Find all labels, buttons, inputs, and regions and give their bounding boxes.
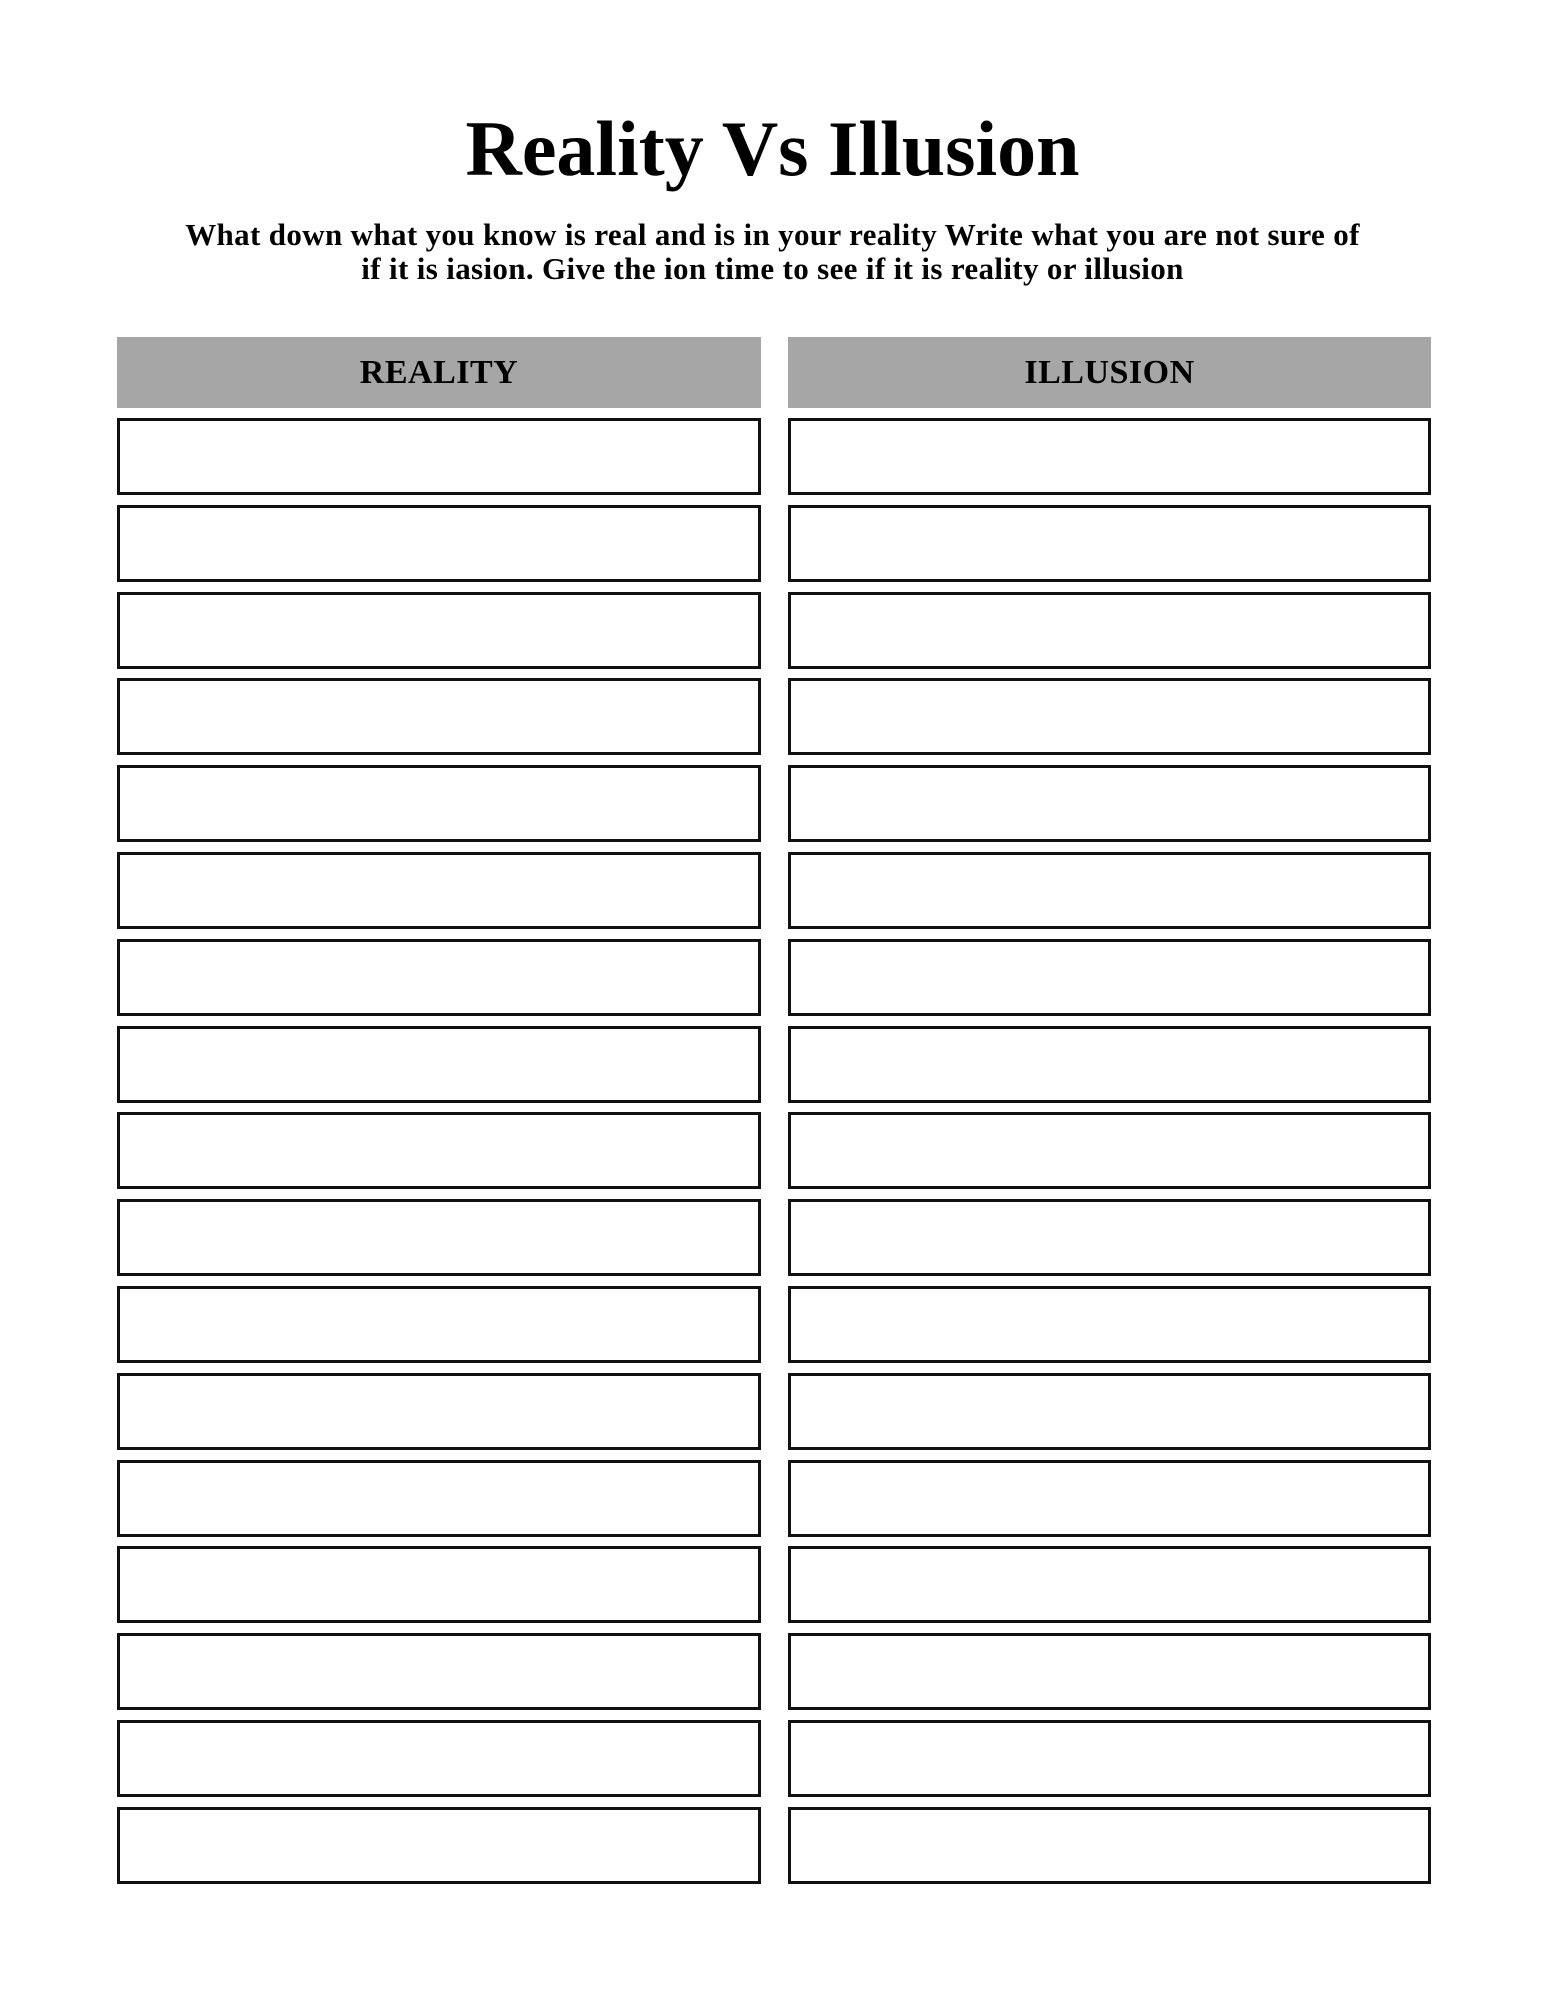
reality-entry-input-10[interactable]: [120, 1202, 758, 1273]
illusion-entry-input-9[interactable]: [791, 1115, 1428, 1186]
reality-entry-input-5[interactable]: [120, 768, 758, 839]
illusion-entry-box[interactable]: [788, 1460, 1431, 1537]
illusion-entry-box[interactable]: [788, 1720, 1431, 1797]
reality-entry-input-4[interactable]: [120, 681, 758, 752]
illusion-entry-box[interactable]: [788, 592, 1431, 669]
illusion-entry-input-4[interactable]: [791, 681, 1428, 752]
reality-entry-box[interactable]: [117, 1807, 761, 1884]
illusion-entry-box[interactable]: [788, 1633, 1431, 1710]
illusion-entry-box[interactable]: [788, 1026, 1431, 1103]
illusion-entry-box[interactable]: [788, 1112, 1431, 1189]
illusion-entry-box[interactable]: [788, 418, 1431, 495]
illusion-entry-input-2[interactable]: [791, 508, 1428, 579]
reality-entry-box[interactable]: [117, 418, 761, 495]
reality-entry-box[interactable]: [117, 1633, 761, 1710]
reality-entry-input-13[interactable]: [120, 1463, 758, 1534]
reality-entry-box[interactable]: [117, 505, 761, 582]
reality-column: [117, 337, 761, 1894]
reality-entry-box[interactable]: [117, 1026, 761, 1103]
illusion-entry-input-1[interactable]: [791, 421, 1428, 492]
illusion-entry-input-13[interactable]: [791, 1463, 1428, 1534]
reality-entry-input-12[interactable]: [120, 1376, 758, 1447]
illusion-entry-input-3[interactable]: [791, 595, 1428, 666]
reality-entry-input-8[interactable]: [120, 1029, 758, 1100]
illusion-entry-box[interactable]: [788, 852, 1431, 929]
illusion-entry-input-14[interactable]: [791, 1549, 1428, 1620]
reality-column-header: REALITY: [117, 337, 761, 408]
instructions: [0, 218, 1545, 286]
illusion-entry-box[interactable]: [788, 1807, 1431, 1884]
illusion-entry-input-11[interactable]: [791, 1289, 1428, 1360]
instructions-line-2: if it is iasion. Give the ion time to see if it is reality or illusion: [361, 251, 1184, 286]
illusion-entry-input-6[interactable]: [791, 855, 1428, 926]
reality-entry-box[interactable]: [117, 592, 761, 669]
illusion-entry-input-15[interactable]: [791, 1636, 1428, 1707]
reality-entry-box[interactable]: [117, 765, 761, 842]
reality-entry-input-16[interactable]: [120, 1723, 758, 1794]
illusion-entry-input-7[interactable]: [791, 942, 1428, 1013]
illusion-column: [788, 337, 1431, 1894]
illusion-entry-box[interactable]: [788, 765, 1431, 842]
reality-entry-input-15[interactable]: [120, 1636, 758, 1707]
illusion-entry-box[interactable]: [788, 1199, 1431, 1276]
reality-entry-input-6[interactable]: [120, 855, 758, 926]
reality-entry-box[interactable]: [117, 1199, 761, 1276]
illusion-entry-input-10[interactable]: [791, 1202, 1428, 1273]
reality-entry-input-7[interactable]: [120, 942, 758, 1013]
reality-entry-box[interactable]: [117, 1546, 761, 1623]
illusion-entry-box[interactable]: [788, 939, 1431, 1016]
instructions-line-1: What down what you know is real and is in your reality Write what you are not sure of: [185, 217, 1360, 252]
illusion-column-header: ILLUSION: [788, 337, 1431, 408]
reality-entry-input-1[interactable]: [120, 421, 758, 492]
reality-entry-input-17[interactable]: [120, 1810, 758, 1881]
reality-entry-box[interactable]: [117, 1460, 761, 1537]
reality-entry-input-3[interactable]: [120, 595, 758, 666]
page-title: Reality Vs Illusion: [465, 105, 1080, 192]
illusion-entries: [788, 418, 1431, 1884]
illusion-entry-input-16[interactable]: [791, 1723, 1428, 1794]
reality-entry-input-14[interactable]: [120, 1549, 758, 1620]
reality-entry-box[interactable]: [117, 1720, 761, 1797]
reality-entry-box[interactable]: [117, 852, 761, 929]
reality-entry-box[interactable]: [117, 678, 761, 755]
illusion-entry-box[interactable]: [788, 678, 1431, 755]
illusion-entry-box[interactable]: [788, 1373, 1431, 1450]
reality-entry-input-2[interactable]: [120, 508, 758, 579]
illusion-entry-input-17[interactable]: [791, 1810, 1428, 1881]
reality-entry-box[interactable]: [117, 939, 761, 1016]
reality-entries: [117, 418, 761, 1884]
reality-entry-box[interactable]: [117, 1286, 761, 1363]
reality-entry-input-11[interactable]: [120, 1289, 758, 1360]
illusion-entry-input-8[interactable]: [791, 1029, 1428, 1100]
illusion-entry-box[interactable]: [788, 1546, 1431, 1623]
illusion-entry-box[interactable]: [788, 505, 1431, 582]
reality-entry-input-9[interactable]: [120, 1115, 758, 1186]
illusion-entry-input-12[interactable]: [791, 1376, 1428, 1447]
reality-entry-box[interactable]: [117, 1373, 761, 1450]
illusion-entry-box[interactable]: [788, 1286, 1431, 1363]
reality-entry-box[interactable]: [117, 1112, 761, 1189]
illusion-entry-input-5[interactable]: [791, 768, 1428, 839]
